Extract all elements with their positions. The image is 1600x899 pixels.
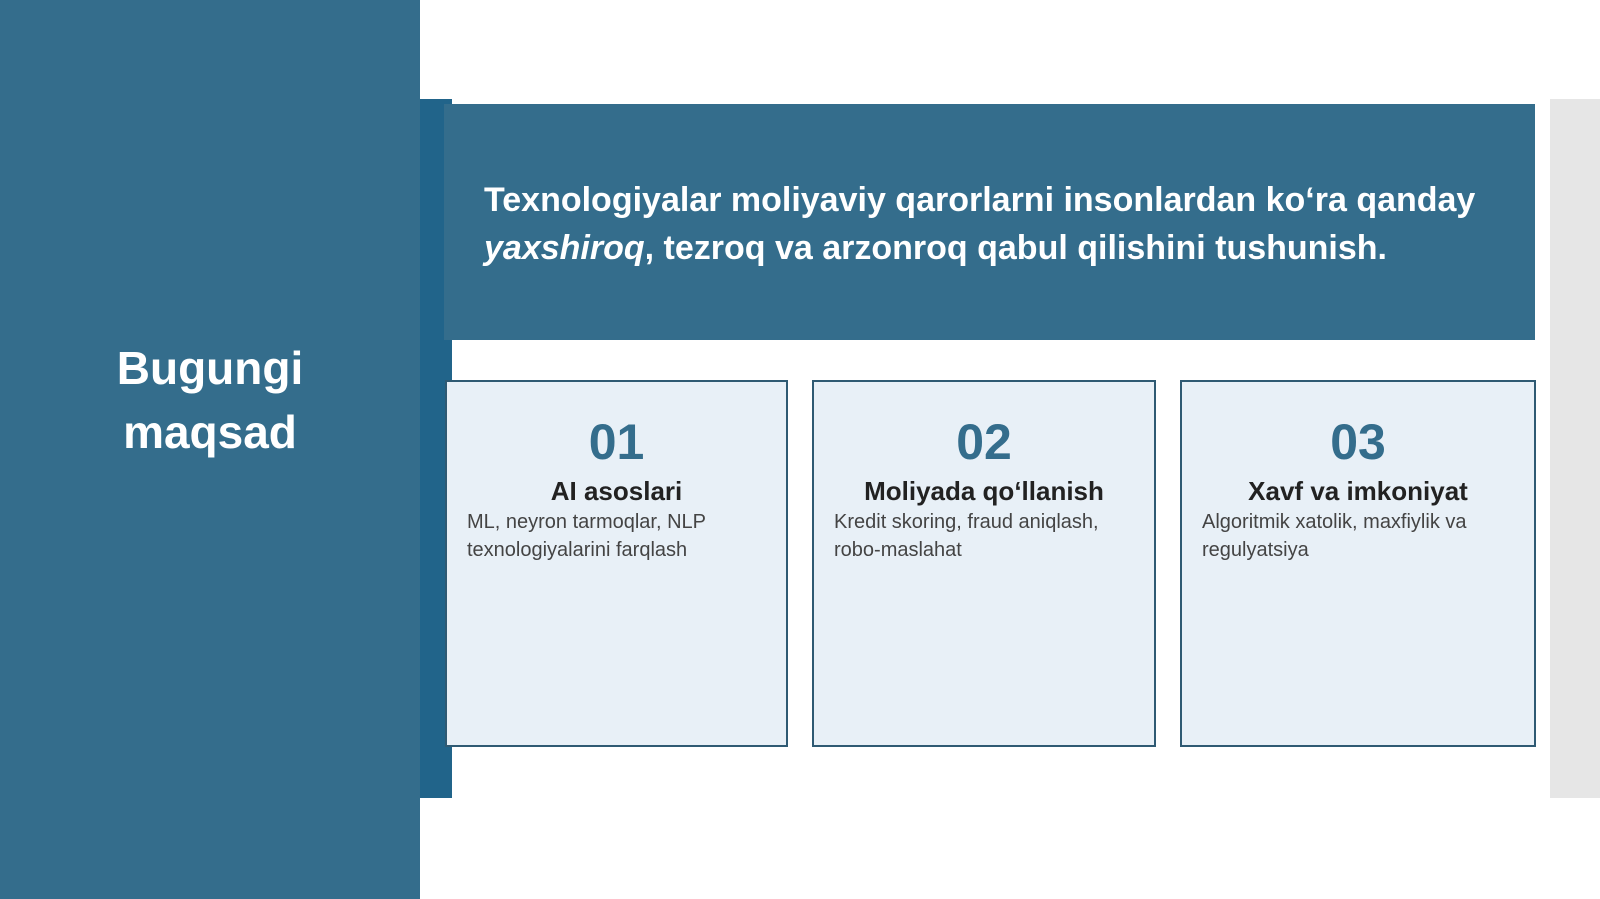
card-risk-opportunity [1180, 380, 1536, 747]
card-description: ML, neyron tarmoqlar, NLP texnologiyalarini farqlash [467, 511, 706, 561]
banner-text-italic: yaxshiroq [484, 229, 645, 267]
right-decorative-strip [1550, 99, 1600, 798]
slide-title-line-1: Bugungi [116, 342, 304, 394]
slide-title [0, 336, 420, 464]
card-title: Moliyada qo‘llanish [864, 476, 1104, 506]
banner-text-start: Texnologiyalar moliyaviy qarorlarni insonlardan ko‘ra qanday [484, 181, 1476, 219]
card-number: 03 [1330, 414, 1386, 470]
card-description: Kredit skoring, fraud aniqlash, robo-maslahat [834, 511, 1099, 561]
card-number: 01 [588, 414, 645, 470]
card-description: Algoritmik xatolik, maxfiylik va regulyatsiya [1202, 511, 1467, 561]
card-ai-basics [445, 380, 788, 747]
goal-banner [444, 104, 1535, 340]
card-number: 02 [956, 414, 1012, 470]
left-panel [0, 0, 420, 899]
card-title: AI asoslari [550, 476, 683, 506]
card-title: Xavf va imkoniyat [1248, 476, 1468, 506]
card-finance-application [812, 380, 1156, 747]
banner-text-end: , tezroq va arzonroq qabul qilishini tushunish. [644, 229, 1387, 267]
slide-title-line-2: maqsad [123, 406, 297, 458]
